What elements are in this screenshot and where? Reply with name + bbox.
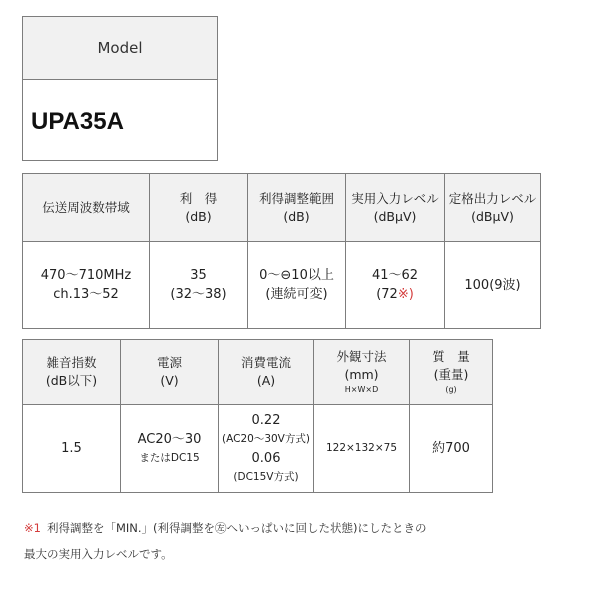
cell-gain-adjust-range: 0〜⊖10以上 (連続可変) <box>248 242 346 329</box>
table-row <box>23 242 541 329</box>
cell-weight: 約700 <box>410 405 493 493</box>
table-header-row <box>23 340 493 405</box>
table-header-row <box>23 174 541 242</box>
cell-output-level: 100(9波) <box>445 242 541 329</box>
spec-table-2 <box>22 339 493 493</box>
header-frequency-band: 伝送周波数帯域 <box>23 174 150 242</box>
cell-input-level: 41〜62 (72※) <box>346 242 445 329</box>
header-noise-figure: 雑音指数 (dB以下) <box>23 340 121 405</box>
spec-table-1 <box>22 173 541 329</box>
header-input-level: 実用入力レベル (dBμV) <box>346 174 445 242</box>
footnote-mark: ※1 <box>24 521 41 535</box>
note-mark: ※) <box>397 287 414 302</box>
footnote <box>24 515 584 567</box>
header-power-supply: 電源 (V) <box>121 340 219 405</box>
cell-noise-figure: 1.5 <box>23 405 121 493</box>
footnote-line-2: 最大の実用入力レベルです。 <box>24 547 173 561</box>
table-row <box>23 405 493 493</box>
header-weight: 質 量 (重量) (g) <box>410 340 493 405</box>
footnote-line-1 <box>24 515 584 541</box>
header-gain-adjust-range: 利得調整範囲 (dB) <box>248 174 346 242</box>
header-current-consumption: 消費電流 (A) <box>219 340 314 405</box>
cell-dimensions: 122×132×75 <box>314 405 410 493</box>
header-output-level: 定格出力レベル (dBμV) <box>445 174 541 242</box>
cell-frequency-band: 470〜710MHz ch.13〜52 <box>23 242 150 329</box>
header-dimensions: 外観寸法 (mm) H×W×D <box>314 340 410 405</box>
model-value: UPA35A <box>31 108 124 135</box>
cell-power-supply: AC20〜30 またはDC15 <box>121 405 219 493</box>
model-box <box>22 16 218 161</box>
input-level-max: (72 <box>376 287 398 302</box>
model-header: Model <box>23 17 217 80</box>
cell-current-consumption: 0.22 (AC20〜30V方式) 0.06 (DC15V方式) <box>219 405 314 493</box>
footnote-text-1: 利得調整を「MIN.」(利得調整を㊧へいっぱいに回した状態)にしたときの <box>46 521 427 535</box>
cell-gain: 35 (32〜38) <box>150 242 248 329</box>
header-gain: 利 得 (dB) <box>150 174 248 242</box>
